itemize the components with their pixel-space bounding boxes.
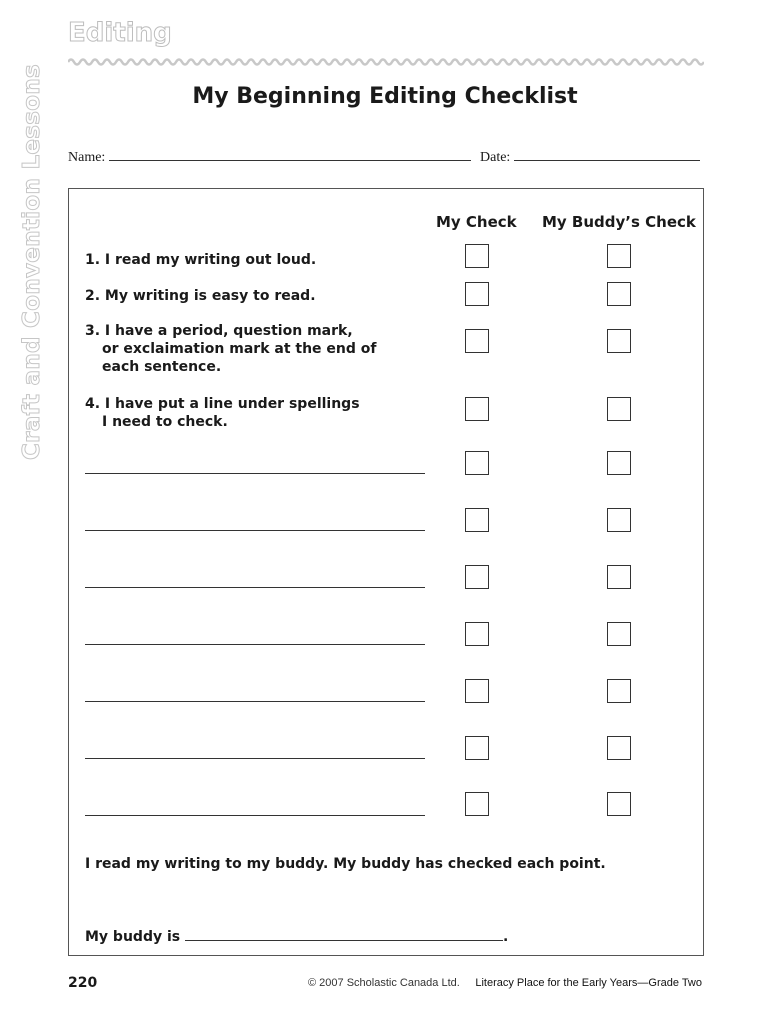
- date-line[interactable]: [514, 146, 700, 161]
- name-field: [68, 146, 471, 166]
- copyright-notice: © 2007 Scholastic Canada Ltd.: [308, 977, 460, 989]
- wavy-divider: [68, 55, 704, 69]
- checklist-item-1: [85, 251, 316, 269]
- side-section-label-text: Craft and Convention Lessons: [19, 63, 46, 461]
- checklist-item-3: [85, 322, 376, 376]
- write-in-line[interactable]: [85, 473, 425, 474]
- my-check-checkbox[interactable]: [465, 329, 489, 353]
- my-check-checkbox[interactable]: [465, 792, 489, 816]
- checklist-item-4: [85, 395, 360, 431]
- page-number: 220: [68, 975, 98, 991]
- side-section-label: [12, 62, 52, 462]
- write-in-line[interactable]: [85, 587, 425, 588]
- col-header-my-check: My Check: [436, 213, 517, 231]
- my-check-checkbox[interactable]: [465, 679, 489, 703]
- date-label: Date:: [480, 150, 511, 165]
- write-in-line[interactable]: [85, 530, 425, 531]
- my-check-checkbox[interactable]: [465, 736, 489, 760]
- page-title: My Beginning Editing Checklist: [192, 84, 578, 109]
- checklist-item-text: 3. I have a period, question mark,: [85, 323, 353, 339]
- write-in-line[interactable]: [85, 815, 425, 816]
- write-in-line[interactable]: [85, 758, 425, 759]
- my-check-checkbox[interactable]: [465, 508, 489, 532]
- buddy-checked-statement: I read my writing to my buddy. My buddy has checked each point.: [85, 856, 606, 872]
- buddy-is-period: .: [502, 929, 509, 945]
- buddy-name-field: [85, 928, 508, 945]
- my-check-checkbox[interactable]: [465, 397, 489, 421]
- buddy-is-label: My buddy is: [85, 929, 181, 945]
- buddy-check-checkbox[interactable]: [607, 282, 631, 306]
- checklist-item-text: or exclaimation mark at the end of: [102, 341, 377, 357]
- buddy-check-checkbox[interactable]: [607, 792, 631, 816]
- date-field: [480, 146, 700, 166]
- buddy-check-checkbox[interactable]: [607, 451, 631, 475]
- buddy-check-checkbox[interactable]: [607, 244, 631, 268]
- name-label: Name:: [68, 150, 106, 165]
- checklist-item-text: 1. I read my writing out loud.: [85, 252, 317, 268]
- checklist-item-2: [85, 287, 316, 305]
- buddy-check-checkbox[interactable]: [607, 736, 631, 760]
- section-title: Editing: [68, 18, 172, 48]
- buddy-check-checkbox[interactable]: [607, 508, 631, 532]
- col-header-buddy-check: My Buddy’s Check: [542, 213, 696, 231]
- my-check-checkbox[interactable]: [465, 622, 489, 646]
- write-in-line[interactable]: [85, 644, 425, 645]
- my-check-checkbox[interactable]: [465, 244, 489, 268]
- checklist-item-text: 2. My writing is easy to read.: [85, 288, 316, 304]
- my-check-checkbox[interactable]: [465, 282, 489, 306]
- series-title: Literacy Place for the Early Years—Grade Two: [475, 977, 702, 989]
- checklist-item-text: each sentence.: [102, 359, 222, 375]
- buddy-check-checkbox[interactable]: [607, 679, 631, 703]
- checklist-item-text: 4. I have put a line under spellings: [85, 396, 360, 412]
- name-line[interactable]: [109, 146, 471, 161]
- buddy-check-checkbox[interactable]: [607, 329, 631, 353]
- checklist-item-text: I need to check.: [102, 414, 228, 430]
- buddy-check-checkbox[interactable]: [607, 565, 631, 589]
- buddy-check-checkbox[interactable]: [607, 622, 631, 646]
- write-in-line[interactable]: [85, 701, 425, 702]
- buddy-name-line[interactable]: [185, 928, 503, 941]
- my-check-checkbox[interactable]: [465, 565, 489, 589]
- my-check-checkbox[interactable]: [465, 451, 489, 475]
- buddy-check-checkbox[interactable]: [607, 397, 631, 421]
